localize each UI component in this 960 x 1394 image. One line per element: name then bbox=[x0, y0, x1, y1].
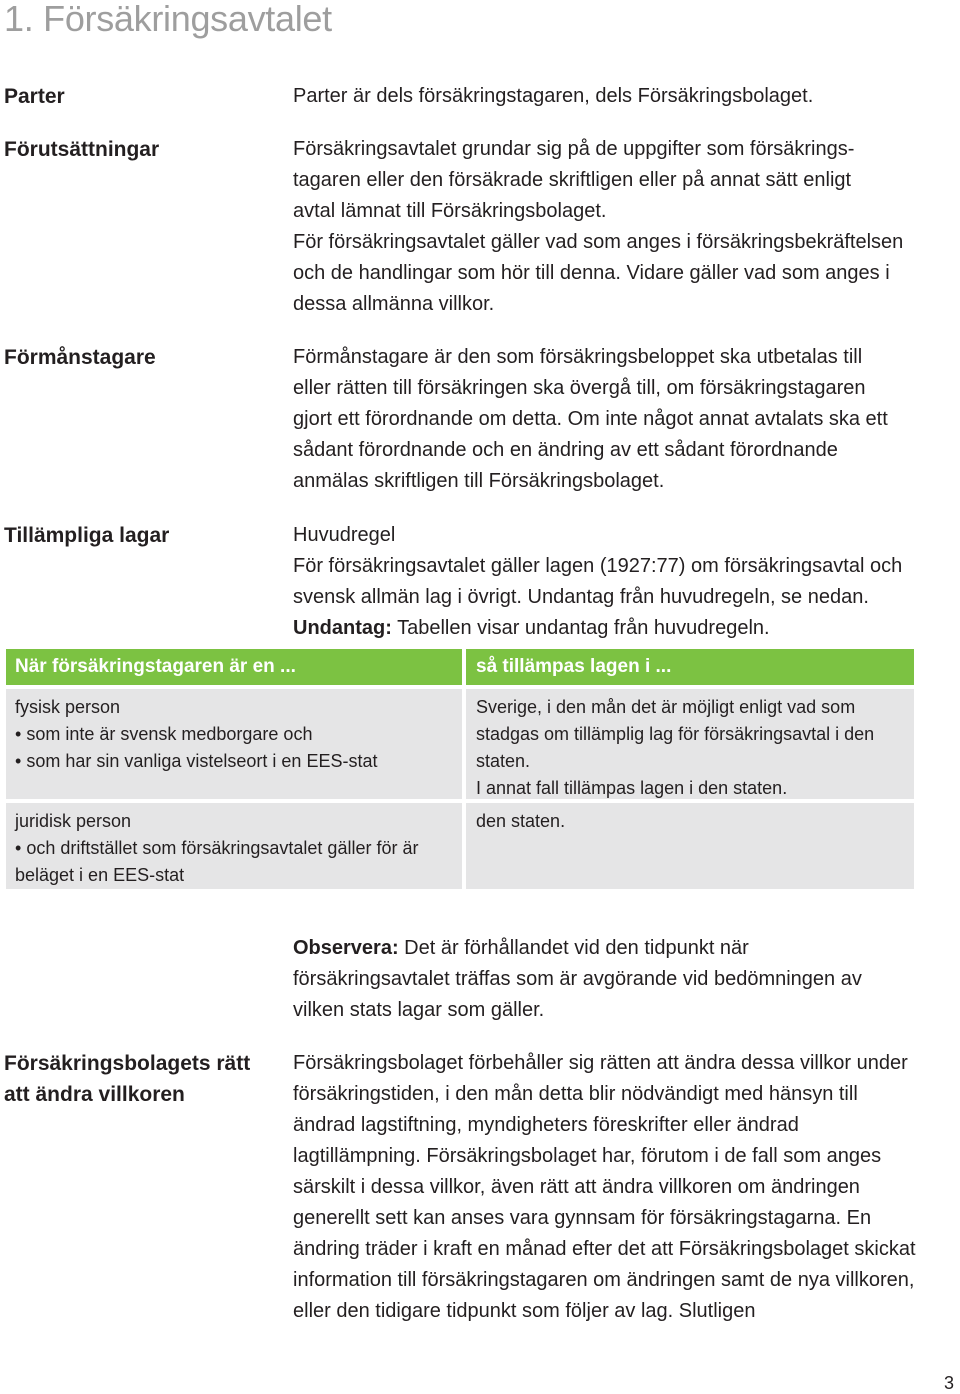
formanstagare-text: Förmånstagare är den som försäkringsbeloppet ska utbetalas till eller rätten till försäkringen ska övergå till, om försäkringstagaren gjort ett förordnande om detta. Om inte något annat avtalats ska ett sådant förordnande och en ändring av ett sådant förordnande anmälas skriftligen till Försäkringsbolaget. bbox=[293, 346, 888, 492]
section-label-formanstagare: Förmånstagare bbox=[4, 346, 156, 369]
table-cell bbox=[466, 803, 914, 889]
cell-title: juridisk person bbox=[15, 811, 132, 831]
page-number: 3 bbox=[943, 1373, 954, 1393]
cell-bullet: • och driftstället som försäkringsavtalet gäller för är beläget i en EES-stat bbox=[15, 835, 435, 889]
section-text-forutsattningar bbox=[293, 134, 923, 320]
table-header bbox=[6, 649, 914, 685]
undantag-label: Undantag: bbox=[293, 617, 392, 639]
table-header-cell: När försäkringstagaren är en ... bbox=[6, 649, 462, 685]
cell-text: den staten. bbox=[476, 811, 566, 831]
huvudregel-heading: Huvudregel bbox=[293, 524, 396, 546]
section-text-tillampliga-lagar bbox=[293, 520, 918, 644]
section-text-parter bbox=[293, 81, 933, 112]
table-cell bbox=[6, 803, 462, 889]
section-text-ratt-andra bbox=[293, 1048, 923, 1327]
law-exceptions-table bbox=[6, 649, 914, 889]
observera-line bbox=[293, 933, 893, 1026]
section-label-tillampliga-lagar: Tillämpliga lagar bbox=[4, 524, 170, 547]
table-row bbox=[6, 689, 914, 799]
table-cell bbox=[466, 689, 914, 799]
observera-note bbox=[293, 933, 893, 1026]
section-label-forutsattningar: Förutsättningar bbox=[4, 138, 160, 161]
observera-text: Det är förhållandet vid den tidpunkt när försäkringsavtalet träffas som är avgörande vid bedömningen av vilken stats lagar som gäller. bbox=[293, 937, 862, 1021]
undantag-line bbox=[293, 613, 918, 644]
cell-bullet: • som inte är svensk medborgare och bbox=[15, 721, 452, 748]
parter-text: Parter är dels försäkringstagaren, dels Försäkringsbolaget. bbox=[293, 85, 814, 107]
table-cell bbox=[6, 689, 462, 799]
undantag-text: Tabellen visar undantag från huvudregeln. bbox=[391, 617, 770, 639]
cell-bullet: • som har sin vanliga vistelseort i en EES-stat bbox=[15, 748, 452, 775]
page-title: 1. Försäkringsavtalet bbox=[4, 0, 332, 39]
huvudregel-text: För försäkringsavtalet gäller lagen (1927:77) om försäkringsavtal och svensk allmän lag i övrigt. Undantag från huvudregeln, se nedan. bbox=[293, 555, 903, 608]
cell-title: fysisk person bbox=[15, 697, 121, 717]
section-label-ratt-andra: Försäkringsbolagets rätt att ändra villkoren bbox=[4, 1052, 251, 1106]
forutsattningar-para-1: Försäkringsavtalet grundar sig på de uppgifter som försäkringstagaren eller den försäkrade skriftligen eller på annat sätt enligt avtal lämnat till Försäkringsbolaget. bbox=[293, 138, 855, 222]
section-label-parter: Parter bbox=[4, 85, 65, 108]
forutsattningar-para-2: För försäkringsavtalet gäller vad som anges i försäkringsbekräftelsen och de handlingar som hör till denna. Vidare gäller vad som anges i dessa allmänna villkor. bbox=[293, 231, 904, 315]
section-text-formanstagare bbox=[293, 342, 893, 497]
observera-label: Observera: bbox=[293, 937, 399, 959]
cell-text: I annat fall tillämpas lagen i den staten. bbox=[476, 778, 788, 798]
ratt-andra-text: Försäkringsbolaget förbehåller sig rätten att ändra dessa villkor under försäkringstiden, i den mån detta blir nödvändigt med hänsyn till ändrad lagstiftning, myndigheters föreskrifter eller ändrad lagtillämpning. Försäkringsbolaget har, förutom i de fall som anges särskilt i dessa villkor, även rätt att ändra villkoren om ändringen generellt sett kan anses vara gynnsam för försäkringstagarna. En ändring träder i kraft en månad efter det att Försäkringsbolaget skickat information till försäkringstagaren om ändringen samt de nya villkoren, eller den tidigare tidpunkt som följer av lag. Slutligen bbox=[293, 1052, 916, 1322]
cell-text: Sverige, i den mån det är möjligt enligt vad som stadgas om tillämplig lag för försäkringsavtal i den staten. bbox=[476, 697, 875, 771]
table-row bbox=[6, 803, 914, 889]
table-header-cell: så tillämpas lagen i ... bbox=[466, 649, 914, 685]
